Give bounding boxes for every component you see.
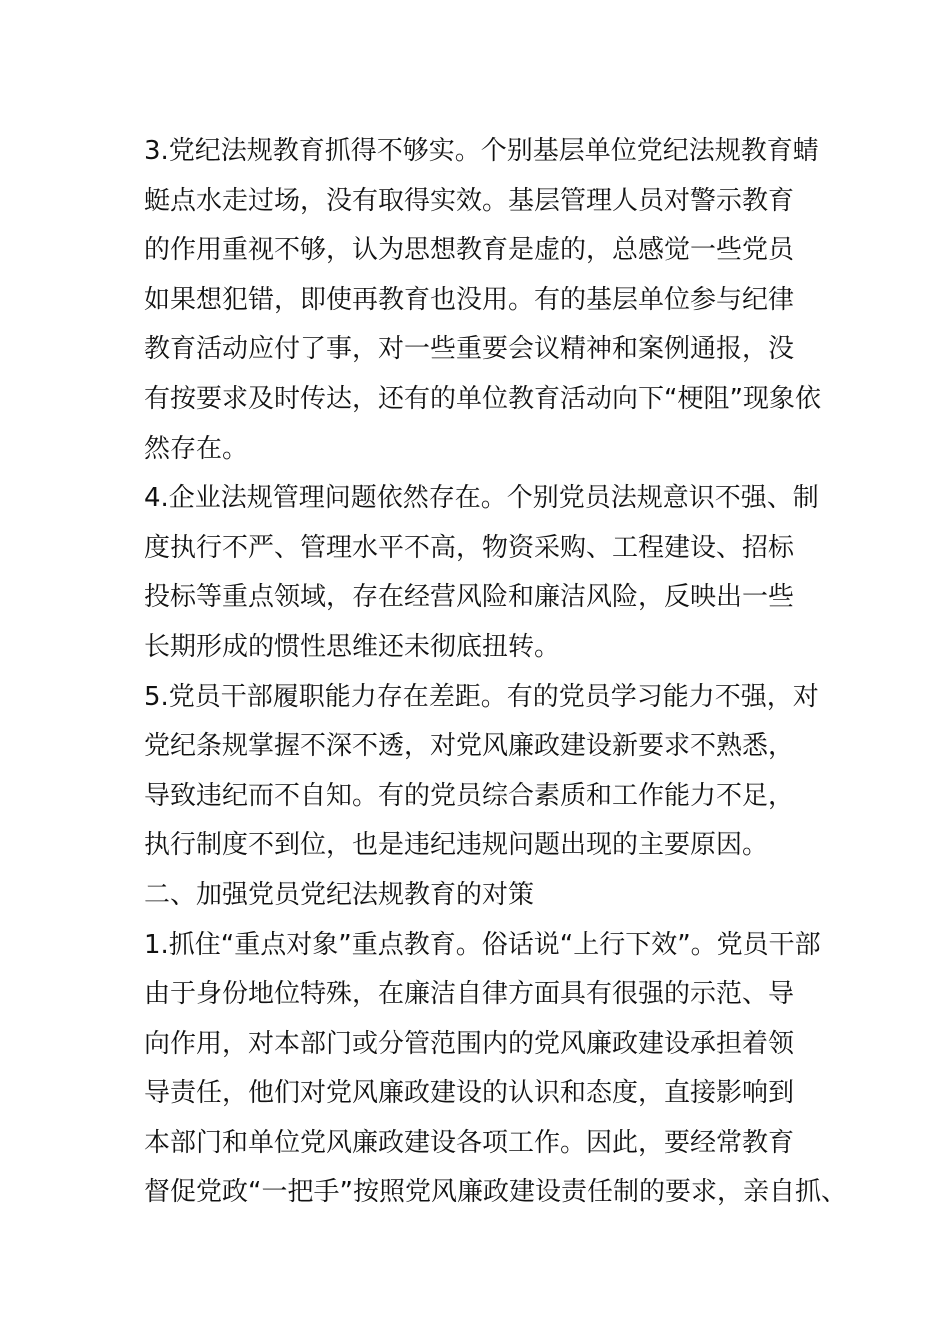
text-line: 有按要求及时传达，还有的单位教育活动向下“梗阻”现象依 xyxy=(144,383,821,414)
text-line: 党纪条规掌握不深不透，对党风廉政建设新要求不熟悉， xyxy=(144,731,795,762)
text-line: 向作用，对本部门或分管范围内的党风廉政建设承担着领 xyxy=(144,1028,795,1059)
text-line: 导责任，他们对党风廉政建设的认识和态度，直接影响到 xyxy=(144,1078,795,1109)
text-line: 1.抓住“重点对象”重点教育。俗话说“上行下效”。党员干部 xyxy=(144,929,821,960)
text-line: 的作用重视不够，认为思想教育是虚的，总感觉一些党员 xyxy=(144,235,795,266)
text-line: 如果想犯错，即使再教育也没用。有的基层单位参与纪律 xyxy=(144,284,795,315)
text-line: 5.党员干部履职能力存在差距。有的党员学习能力不强，对 xyxy=(144,681,819,712)
text-line: 教育活动应付了事，对一些重要会议精神和案例通报，没 xyxy=(144,334,795,365)
text-line: 3.党纪法规教育抓得不够实。个别基层单位党纪法规教育蜻 xyxy=(144,136,819,166)
text-line: 由于身份地位特殊，在廉洁自律方面具有很强的示范、导 xyxy=(144,979,795,1010)
text-line: 长期形成的惯性思维还未彻底扭转。 xyxy=(144,631,561,662)
section-heading: 二、加强党员党纪法规教育的对策 xyxy=(144,879,535,910)
text-line: 执行制度不到位，也是违纪违规问题出现的主要原因。 xyxy=(144,830,769,861)
text-line: 督促党政“一把手”按照党风廉政建设责任制的要求，亲自抓、 xyxy=(144,1177,847,1208)
text-line: 4.企业法规管理问题依然存在。个别党员法规意识不强、制 xyxy=(144,483,819,514)
text-line: 然存在。 xyxy=(144,433,249,464)
text-line: 蜓点水走过场，没有取得实效。基层管理人员对警示教育 xyxy=(144,185,795,216)
text-line: 本部门和单位党风廉政建设各项工作。因此，要经常教育 xyxy=(144,1127,795,1158)
document-body xyxy=(144,127,847,1218)
text-line: 投标等重点领域，存在经营风险和廉洁风险，反映出一些 xyxy=(144,582,795,613)
text-line: 导致违纪而不自知。有的党员综合素质和工作能力不足， xyxy=(144,780,795,811)
text-line: 度执行不严、管理水平不高，物资采购、工程建设、招标 xyxy=(144,532,795,563)
